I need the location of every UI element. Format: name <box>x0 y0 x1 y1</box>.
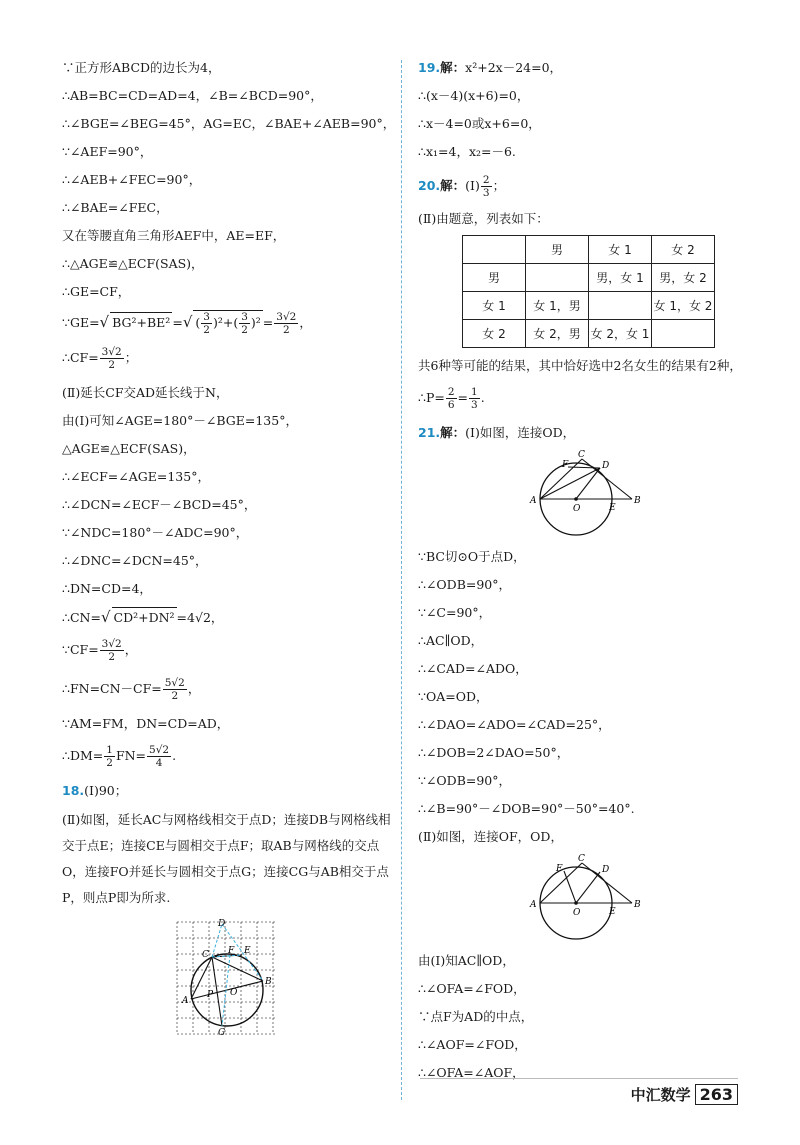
text-line: ∴∠BAE=∠FEC， <box>62 200 169 215</box>
text-line: ∴∠OFA=∠AOF， <box>418 1065 525 1080</box>
table-row <box>463 264 715 292</box>
formula-text: ∴DM= <box>62 748 104 763</box>
text-line: ∴∠ECF=∠AGE=135°， <box>62 469 210 484</box>
center-dot <box>574 497 578 501</box>
table-row <box>463 236 715 264</box>
radicand: CD²+DN² <box>112 607 177 628</box>
text-line: ∵AM=FM，DN=CD=AD， <box>62 716 230 731</box>
answer-label: 解： <box>440 425 466 440</box>
table-cell: 女 2，男 <box>526 320 589 348</box>
fraction <box>274 311 298 336</box>
formula-text: ， <box>124 642 138 657</box>
numerator: 1 <box>106 744 113 756</box>
denominator: 4 <box>155 757 163 769</box>
text-line: ∴∠DCN=∠ECF－∠BCD=45°， <box>62 497 257 512</box>
text-line: ∴x₁=4，x₂=－6. <box>418 144 516 159</box>
denominator: 2 <box>108 359 116 371</box>
circle-tangent-figure-1 <box>516 449 656 541</box>
formula-cf2 <box>62 638 392 663</box>
numerator: 2 <box>447 386 455 398</box>
answer-text: (Ⅰ)90； <box>84 783 128 798</box>
table-cell <box>652 320 715 348</box>
text-line: △AGE≌△ECF(SAS)， <box>62 441 196 456</box>
fraction <box>469 386 480 411</box>
label-p: P <box>207 990 214 1000</box>
text-line: ∴AB=BC=CD=AD=4，∠B=∠BCD=90°， <box>62 88 323 103</box>
text-line: ∴∠BGE=∠BEG=45°，AG=EC，∠BAE+∠AEB=90°， <box>62 116 396 131</box>
label-o: O <box>572 504 580 514</box>
numerator: 3√2 <box>101 346 122 358</box>
label-f: F <box>561 460 568 470</box>
denominator: 3 <box>482 187 490 199</box>
question-21-line <box>418 423 753 443</box>
numerator: 5√2 <box>149 744 170 756</box>
label-a: A <box>182 996 189 1006</box>
numerator: 1 <box>471 386 478 398</box>
table-cell: 女 1 <box>463 292 526 320</box>
label-o: O <box>230 988 238 998</box>
table-cell: 女 2，女 1 <box>589 320 652 348</box>
text-line: (Ⅱ)由题意，列表如下： <box>418 211 549 226</box>
denominator: 2 <box>171 690 179 702</box>
fraction <box>446 386 457 411</box>
table-cell: 男 <box>463 264 526 292</box>
formula-text: = <box>457 390 469 405</box>
formula-text: . <box>480 390 485 405</box>
label-c: C <box>577 450 585 460</box>
answer-text: x²+2x－24=0， <box>465 60 563 75</box>
answer-text: (Ⅰ)如图，连接OD， <box>465 425 576 440</box>
formula-dm <box>62 744 392 769</box>
label-f: F <box>555 864 562 874</box>
numerator: 5√2 <box>164 677 185 689</box>
formula-probability <box>418 386 753 411</box>
formula-text: ∵GE= <box>62 315 100 330</box>
table-cell: 女 2 <box>652 236 715 264</box>
denominator: 3 <box>471 399 478 411</box>
text-line: ∴∠OFA=∠FOD， <box>418 981 526 996</box>
text-line: ∵OA=OD， <box>418 689 489 704</box>
fraction <box>147 744 171 769</box>
column-divider <box>401 60 402 1100</box>
text-line: ∴∠DOB=2∠DAO=50°， <box>418 745 570 760</box>
table-cell: 男，女 1 <box>589 264 652 292</box>
formula-text: )²+( <box>212 315 239 330</box>
answer-text: (Ⅰ) <box>465 178 480 193</box>
radical-sign: √ <box>100 608 111 626</box>
answer-text: ； <box>492 178 506 193</box>
formula-text: =4√2， <box>176 610 224 625</box>
text-line: ∵正方形ABCD的边长为4， <box>62 60 221 75</box>
formula-text: = <box>172 315 183 330</box>
outcome-table <box>462 235 715 348</box>
label-g: G <box>218 1028 226 1037</box>
table-cell: 女 1，男 <box>526 292 589 320</box>
formula-text: . <box>172 748 177 763</box>
footer-rule <box>420 1078 738 1079</box>
formula-text: ， <box>187 681 201 696</box>
label-d: D <box>218 919 226 929</box>
text-line: ∵∠NDC=180°－∠ADC=90°， <box>62 525 249 540</box>
formula-text: )² <box>250 315 261 330</box>
denominator: 2 <box>203 324 210 336</box>
text-line: ∵∠ODB=90°， <box>418 773 512 788</box>
answer-label: 解： <box>440 178 466 193</box>
label-e: E <box>608 503 616 513</box>
numerator: 3 <box>241 311 248 323</box>
text-line: ∴△AGE≌△ECF(SAS)， <box>62 256 204 271</box>
text-line: ∴x－4=0或x+6=0， <box>418 116 541 131</box>
formula-cn <box>62 607 392 628</box>
label-e: E <box>244 946 251 956</box>
radical-sign: √ <box>99 313 110 331</box>
text-line: (Ⅱ)如图，连接OF，OD， <box>418 829 563 844</box>
formula-text: ∴CF= <box>62 350 99 365</box>
formula-text: ∴CN= <box>62 610 101 625</box>
right-column <box>418 58 753 1091</box>
text-line: ∴GE=CF， <box>62 284 131 299</box>
radical-sign: √ <box>182 313 193 331</box>
label-b: B <box>633 900 641 910</box>
question-20-line <box>418 174 753 199</box>
fraction <box>104 744 115 769</box>
denominator: 2 <box>241 324 248 336</box>
left-column <box>62 58 396 1043</box>
label-o: O <box>572 908 580 918</box>
text-line: ∴∠CAD=∠ADO， <box>418 661 528 676</box>
formula-text: ∴FN=CN－CF= <box>62 681 162 696</box>
center-dot <box>574 901 578 905</box>
denominator: 2 <box>108 651 116 663</box>
footer-brand: 中汇数学 <box>630 1086 691 1104</box>
grid-lines <box>177 922 277 1034</box>
text-line: ∵∠C=90°， <box>418 605 492 620</box>
denominator: 6 <box>447 399 455 411</box>
text-line: 共6种等可能的结果，其中恰好选中2名女生的结果有2种， <box>418 358 742 373</box>
question-number: 20. <box>418 178 441 193</box>
text-line: ∵∠AEF=90°， <box>62 144 153 159</box>
label-d: D <box>601 865 609 875</box>
formula-text: ， <box>299 315 312 330</box>
text-line: (Ⅱ)延长CF交AD延长线于N， <box>62 385 229 400</box>
fraction <box>100 346 124 371</box>
numerator: 3√2 <box>101 638 122 650</box>
numerator: 2 <box>482 174 490 186</box>
text-line: ∵点F为AD的中点， <box>418 1009 534 1024</box>
radicand: BG²+BE² <box>110 312 172 333</box>
table-cell <box>589 292 652 320</box>
table-cell: 女 1 <box>589 236 652 264</box>
numerator: 3 <box>203 311 210 323</box>
answer-label: 解： <box>440 60 466 75</box>
formula-text: ∵CF= <box>62 642 99 657</box>
formula-text: ( <box>195 315 201 330</box>
text-line: ∴∠AOF=∠FOD， <box>418 1037 527 1052</box>
numerator: 3√2 <box>276 311 297 323</box>
table-cell: 男，女 2 <box>652 264 715 292</box>
circle-tangent-figure-2 <box>516 853 656 945</box>
question-19-line <box>418 58 753 78</box>
table-cell: 女 2 <box>463 320 526 348</box>
formula-text: = <box>262 315 274 330</box>
text-line: ∴∠DAO=∠ADO=∠CAD=25°， <box>418 717 611 732</box>
table-row <box>463 320 715 348</box>
text-line: 又在等腰直角三角形AEF中，AE=EF， <box>62 228 286 243</box>
formula-text: FN= <box>115 748 147 763</box>
text-line: ∴∠B=90°－∠DOB=90°－50°=40°. <box>418 801 635 816</box>
text-line: ∴∠AEB+∠FEC=90°， <box>62 172 202 187</box>
formula-text: ； <box>124 350 138 365</box>
label-a: A <box>529 900 536 910</box>
label-a: A <box>529 496 536 506</box>
label-b: B <box>265 977 272 987</box>
text-line: ∴AC∥OD， <box>418 633 484 648</box>
grid-circle-figure <box>172 917 282 1037</box>
table-row <box>463 292 715 320</box>
radicand <box>193 310 262 336</box>
question-18-explanation: (Ⅱ)如图，延长AC与网格线相交于点D；连接DB与网格线相交于点E；连接CE与圆相交于点F；取AB与网格线的交点O，连接FO并延长与圆相交于点G；连接CG与AB相交于点P，则点P即为所求. <box>62 812 391 905</box>
formula-cf <box>62 346 392 371</box>
label-c: C <box>202 950 209 960</box>
page-number: 263 <box>695 1084 738 1105</box>
fraction <box>100 638 124 663</box>
label-f: F <box>228 946 235 956</box>
fraction <box>163 677 187 702</box>
text-line: ∵BC切⊙O于点D， <box>418 549 526 564</box>
table-cell <box>526 264 589 292</box>
fraction <box>201 311 212 336</box>
fraction <box>239 311 250 336</box>
text-line: 由(Ⅰ)知AC∥OD， <box>418 953 515 968</box>
table-cell <box>463 236 526 264</box>
formula-text: ∴P= <box>418 390 445 405</box>
text-line: ∴DN=CD=4， <box>62 581 152 596</box>
formula-fn <box>62 677 392 702</box>
table-cell: 男 <box>526 236 589 264</box>
page-footer <box>631 1084 738 1105</box>
denominator: 2 <box>106 757 113 769</box>
formula-ge <box>62 310 392 336</box>
text-line: 由(Ⅰ)可知∠AGE=180°－∠BGE=135°， <box>62 413 298 428</box>
text-line: ∴∠DNC=∠DCN=45°， <box>62 553 208 568</box>
label-e: E <box>608 907 616 917</box>
text-line: ∴(x－4)(x+6)=0， <box>418 88 530 103</box>
text-line: ∴∠ODB=90°， <box>418 577 512 592</box>
label-c: C <box>577 854 585 864</box>
question-18-line <box>62 781 392 801</box>
label-b: B <box>633 496 641 506</box>
question-number: 18. <box>62 783 85 798</box>
table-cell: 女 1，女 2 <box>652 292 715 320</box>
denominator: 2 <box>282 324 290 336</box>
label-d: D <box>601 461 609 471</box>
fraction <box>481 174 492 199</box>
question-number: 19. <box>418 60 441 75</box>
question-number: 21. <box>418 425 441 440</box>
